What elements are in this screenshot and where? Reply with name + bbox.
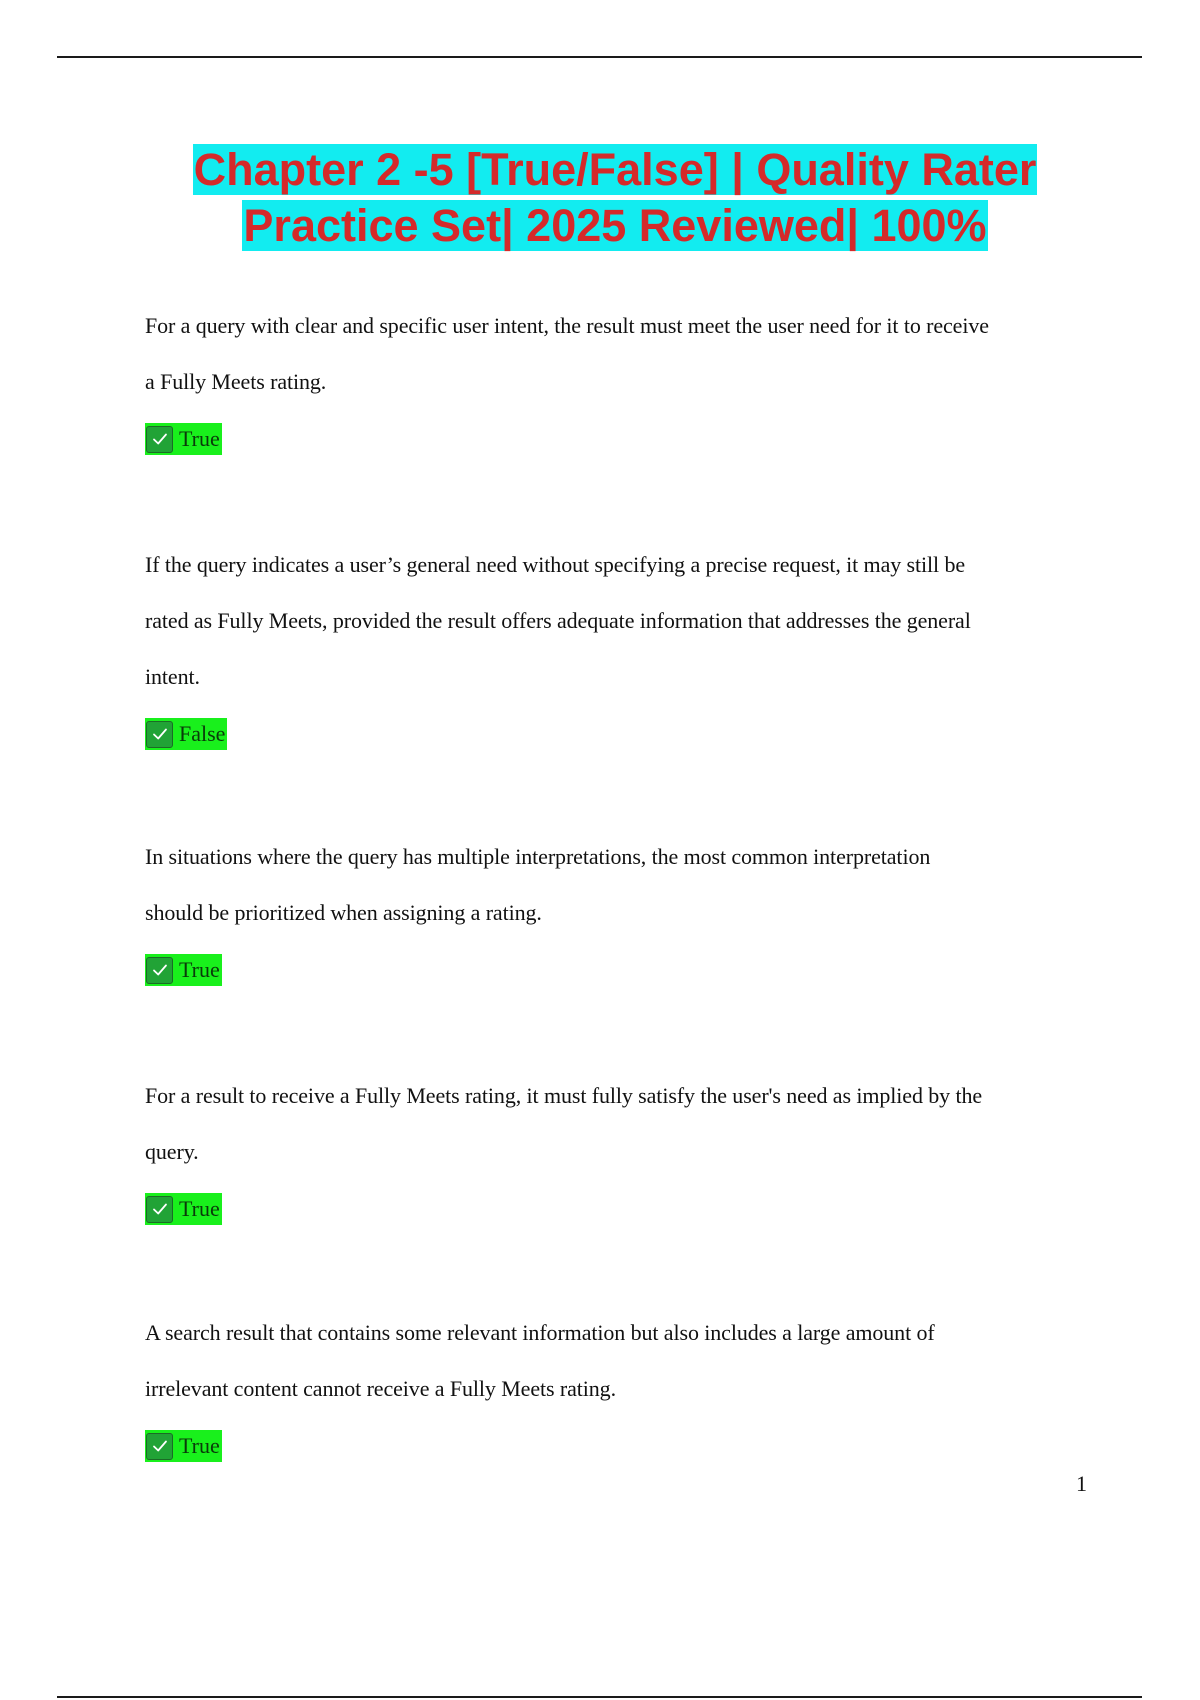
- question-text: [145, 298, 1095, 410]
- question-line: In situations where the query has multiple interpretations, the most common interpretation: [145, 844, 931, 869]
- question-line: query.: [145, 1139, 199, 1164]
- question-text: [145, 1305, 1095, 1417]
- question-line: a Fully Meets rating.: [145, 369, 327, 394]
- check-mark-icon: [146, 1433, 173, 1460]
- question-line: irrelevant content cannot receive a Fully Meets rating.: [145, 1376, 616, 1401]
- answer-label: False: [179, 721, 226, 746]
- page-number: 1: [1076, 1471, 1087, 1496]
- answer-label: True: [179, 1433, 220, 1458]
- question-text: [145, 537, 1095, 705]
- check-mark-icon: [146, 957, 173, 984]
- answer-badge[interactable]: [145, 423, 222, 455]
- title-line-2: Practice Set| 2025 Reviewed| 100%: [243, 200, 987, 251]
- question-line: rated as Fully Meets, provided the result offers adequate information that addresses the general: [145, 608, 971, 633]
- title-line-1: Chapter 2 -5 [True/False] | Quality Rater: [193, 144, 1037, 195]
- check-mark-icon: [146, 426, 173, 453]
- question-item-4: [145, 1068, 1095, 1226]
- question-text: [145, 1068, 1095, 1180]
- top-rule: [57, 56, 1142, 58]
- question-item-2: [145, 537, 1095, 751]
- answer-row: [145, 953, 1095, 987]
- question-item-3: [145, 829, 1095, 987]
- check-mark-icon: [146, 721, 173, 748]
- question-list: [145, 298, 1095, 1463]
- answer-row: [145, 1429, 1095, 1463]
- answer-badge[interactable]: [145, 1430, 222, 1462]
- answer-row: [145, 717, 1095, 751]
- answer-label: True: [179, 1196, 220, 1221]
- question-line: should be prioritized when assigning a rating.: [145, 900, 542, 925]
- answer-row: [145, 422, 1095, 456]
- answer-label: True: [179, 957, 220, 982]
- bottom-rule: [57, 1696, 1142, 1698]
- question-item-1: [145, 298, 1095, 456]
- question-item-5: [145, 1305, 1095, 1463]
- question-text: [145, 829, 1095, 941]
- answer-badge[interactable]: [145, 718, 227, 750]
- page-title: [60, 142, 1170, 254]
- question-line: If the query indicates a user’s general need without specifying a precise request, it may still be: [145, 552, 966, 577]
- answer-badge[interactable]: [145, 954, 222, 986]
- document-title: [60, 142, 1170, 254]
- question-line: For a result to receive a Fully Meets rating, it must fully satisfy the user's need as implied by the: [145, 1083, 983, 1108]
- check-mark-icon: [146, 1196, 173, 1223]
- question-line: intent.: [145, 664, 200, 689]
- answer-badge[interactable]: [145, 1193, 222, 1225]
- answer-label: True: [179, 426, 220, 451]
- question-line: A search result that contains some relevant information but also includes a large amount of: [145, 1320, 935, 1345]
- answer-row: [145, 1192, 1095, 1226]
- question-line: For a query with clear and specific user intent, the result must meet the user need for it to receive: [145, 313, 989, 338]
